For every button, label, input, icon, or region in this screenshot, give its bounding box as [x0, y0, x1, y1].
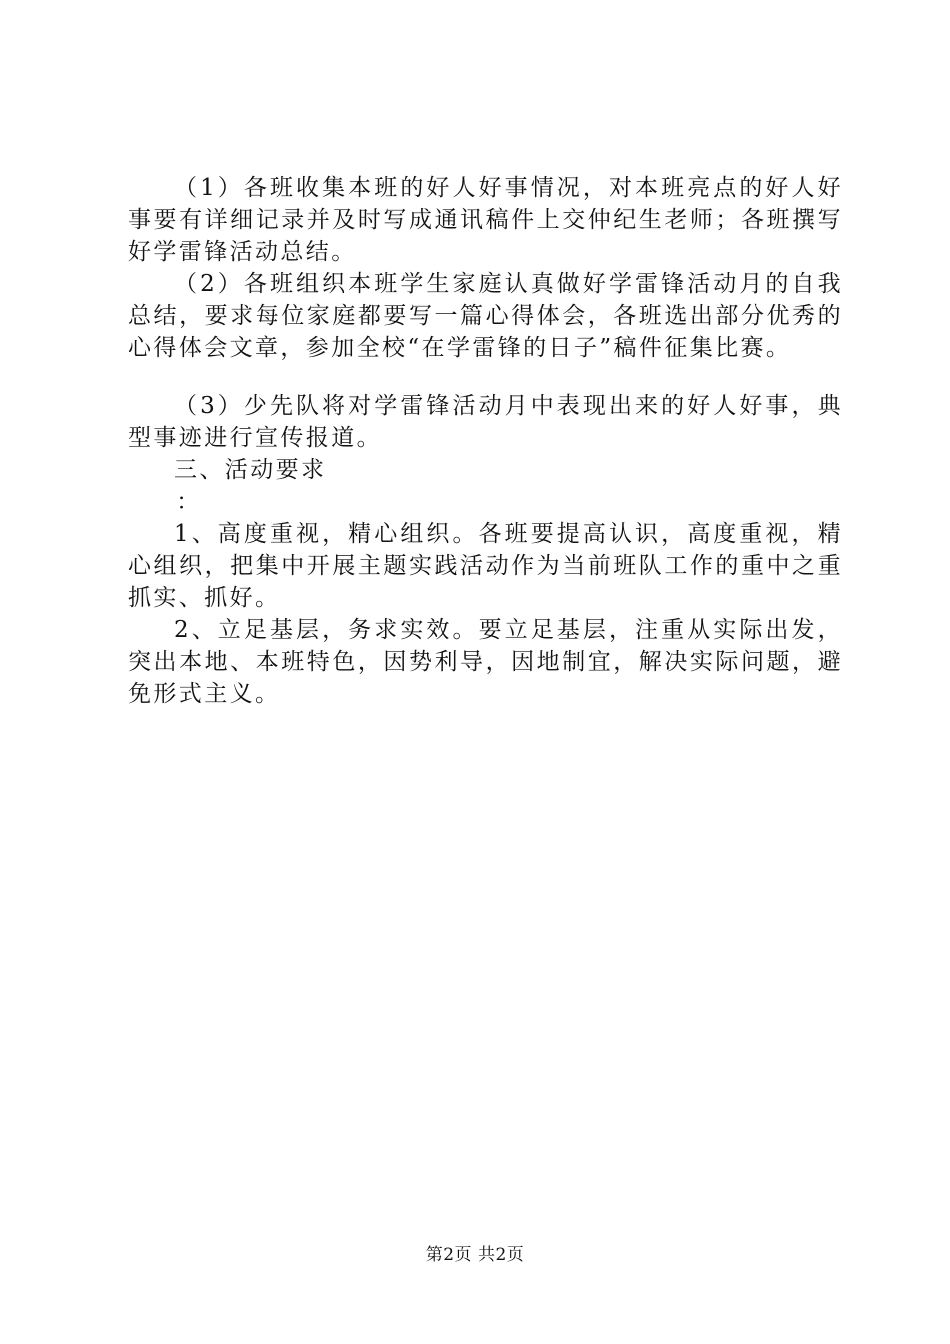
requirement-item-2: 2、立足基层，务求实效。要立足基层，注重从实际出发，突出本地、本班特色，因势利导，因地制宜，解决实际问题，避免形式主义。 — [128, 617, 843, 707]
document-body — [128, 172, 843, 710]
page-footer: 第2页 共2页 — [425, 1245, 525, 1265]
requirement-item-1: 1、高度重视，精心组织。各班要提高认识，高度重视，精心组织，把集中开展主题实践活动作为当前班队工作的重中之重抓实、抓好。 — [128, 521, 843, 611]
paragraph-family-summary: （2）各班组织本班学生家庭认真做好学雷锋活动月的自我总结，要求每位家庭都要写一篇心得体会，各班选出部分优秀的心得体会文章，参加全校“在学雷锋的日子”稿件征集比赛。 — [128, 271, 843, 361]
stray-colon: ： — [176, 489, 202, 515]
paragraph-class-collection: （1）各班收集本班的好人好事情况，对本班亮点的好人好事要有详细记录并及时写成通讯稿件上交仲纪生老师；各班撰写好学雷锋活动总结。 — [128, 175, 843, 265]
paragraph-publicity-report: （3）少先队将对学雷锋活动月中表现出来的好人好事，典型事迹进行宣传报道。 — [128, 393, 843, 451]
section-heading-requirements: 三、活动要求 — [174, 457, 327, 483]
